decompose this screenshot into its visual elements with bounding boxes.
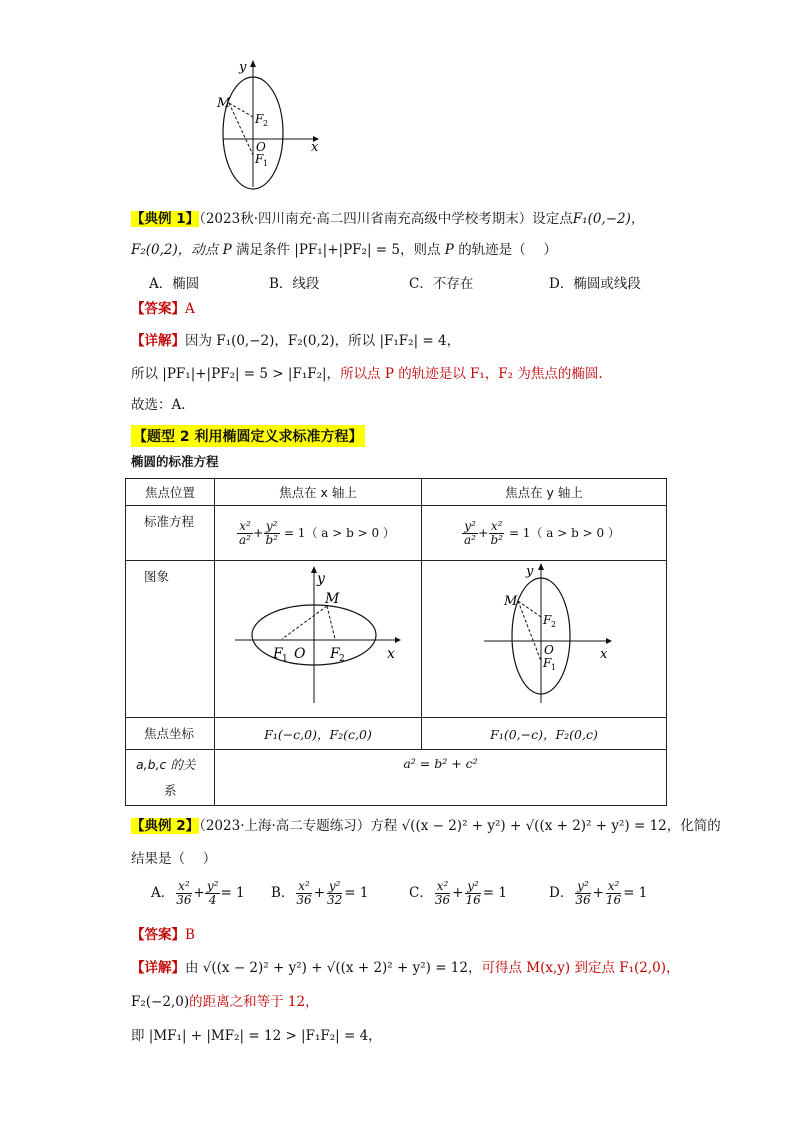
v-label-f1: F [543,656,552,670]
example2-line2: 结果是（ ） [131,851,217,867]
example2-detail2: F₂(−2,0)的距离之和等于 12， [131,994,319,1010]
example2-option-c: C． $\frac{\text{x²}}{36}$ + $\frac{\text{y²}}{16}$ = 1 [409,879,507,907]
example1-option-a: A．椭圆 [149,276,200,292]
label-f2-sub: 2 [263,119,269,128]
vertical-ellipse-figure [422,561,666,714]
cell-figure-x [215,561,422,718]
example1-answer: 【答案】A [131,301,195,317]
example1-choose: 故选：A. [131,397,186,413]
y-axis-arrow [250,60,256,67]
h-label-f2-sub: 2 [339,654,345,664]
cell-relation: a² = b² + c² [215,750,667,806]
example2-detail3: 即 |MF₁| + |MF₂| = 12 > |F₁F₂| = 4， [131,1028,382,1044]
example1-line1 [131,209,644,229]
v-label-o: O [544,643,554,657]
label-m: M [217,96,231,111]
h-label-o: O [294,646,306,662]
example1-source: （2023秋·四川南充·高二四川省南充高级中学校考期末）设定点 [199,211,573,227]
example2-line1: 【典例 2】（2023·上海·高二专题练习）方程 √((x − 2)² + y²) + √((x + 2)² + y²) = 12，化简的 [131,818,721,834]
label-x: x [311,140,319,155]
th-focus-x: 焦点在 x 轴上 [215,479,422,506]
example1-tag: 【典例 1】 [131,211,200,227]
th-focus-position: 焦点位置 [126,479,215,506]
v-label-f1-sub: 1 [551,663,557,672]
v-label-y: y [526,564,534,579]
label-y: y [239,60,247,75]
row-label-figure: 图象 [126,561,215,718]
section-subtitle: 椭圆的标准方程 [131,454,219,469]
row-label-coordinates: 焦点坐标 [126,718,215,750]
h-label-y: y [317,571,325,587]
example2-answer: 【答案】B [131,927,195,943]
cell-coord-y: F₁(0,−c)，F₂(0,c) [422,718,667,750]
label-f1-sub: 1 [263,159,269,168]
label-o: O [256,140,266,154]
v-dash-1 [518,601,541,617]
example1-option-b: B．线段 [269,276,320,292]
label-f1: F [255,152,264,166]
example1-detail2: 所以 |PF₁|+|PF₂| = 5 > |F₁F₂|，所以点 P 的轨迹是以 F₁，F₂ 为焦点的椭圆. [131,366,603,382]
h-dash-2 [327,606,335,639]
example1-option-c: C．不存在 [409,276,474,292]
example1-option-d: D．椭圆或线段 [549,276,641,292]
example2-option-d: D． $\frac{\text{y²}}{36}$ + $\frac{\text{x²}}{16}$ = 1 [549,879,648,907]
example2-tag: 【典例 2】 [131,818,200,834]
hx-arrow [395,637,401,643]
v-label-m: M [504,594,518,609]
h-label-m: M [325,591,340,607]
th-focus-y: 焦点在 y 轴上 [422,479,667,506]
cell-coord-x: F₁(−c,0)，F₂(c,0) [215,718,422,750]
v-label-f2-sub: 2 [551,620,557,629]
example2-detail1: 【详解】由 √((x − 2)² + y²) + √((x + 2)² + y²) = 12，可得点 M(x,y) 到定点 F₁(2,0)， [131,960,680,976]
h-label-f1: F [273,646,283,662]
example1-f1: F₁(0,−2)， [572,211,645,227]
cell-equation-y: $\frac{\text{y²}}{\text{a²}}$ + $\frac{\text{x²}}{\text{b²}}$ = 1（ a > b > 0 ） [422,506,667,561]
vx-arrow [606,638,612,644]
example1-detail1: 【详解】因为 F₁(0,−2)，F₂(0,2)，所以 |F₁F₂| = 4， [131,333,461,349]
cell-equation-x: $\frac{\text{x²}}{\text{a²}}$ + $\frac{\text{y²}}{\text{b²}}$ = 1（ a > b > 0 ） [215,506,422,561]
dashed-mf1 [229,103,253,155]
example2-option-a: A． $\frac{\text{x²}}{36}$ + $\frac{\text{y²}}{4}$ = 1 [151,879,245,907]
top-ellipse-figure [195,55,335,195]
v-label-x: x [600,647,608,662]
h-label-f2: F [330,646,340,662]
example2-option-b: B． $\frac{\text{x²}}{36}$ + $\frac{\text{y²}}{32}$ = 1 [271,879,369,907]
section-heading: 【题型 2 利用椭圆定义求标准方程】 [131,425,365,447]
v-label-f2: F [543,613,552,627]
row-label-relation: a,b,c 的关 系 [126,750,215,806]
cell-figure-y [422,561,667,718]
example1-line2: F₂(0,2)，动点 P 满足条件 |PF₁|+|PF₂| = 5，则点 P 的轨迹是（ ） [131,242,557,258]
ellipse-standard-table [125,478,667,806]
h-label-x: x [387,646,395,662]
v-dash-2 [518,601,541,661]
h-dash-1 [282,606,327,639]
vy-arrow [538,563,544,570]
horizontal-ellipse-figure [215,561,421,714]
row-label-equation: 标准方程 [126,506,215,561]
label-f2: F [255,112,264,126]
h-label-f1-sub: 1 [282,654,288,664]
